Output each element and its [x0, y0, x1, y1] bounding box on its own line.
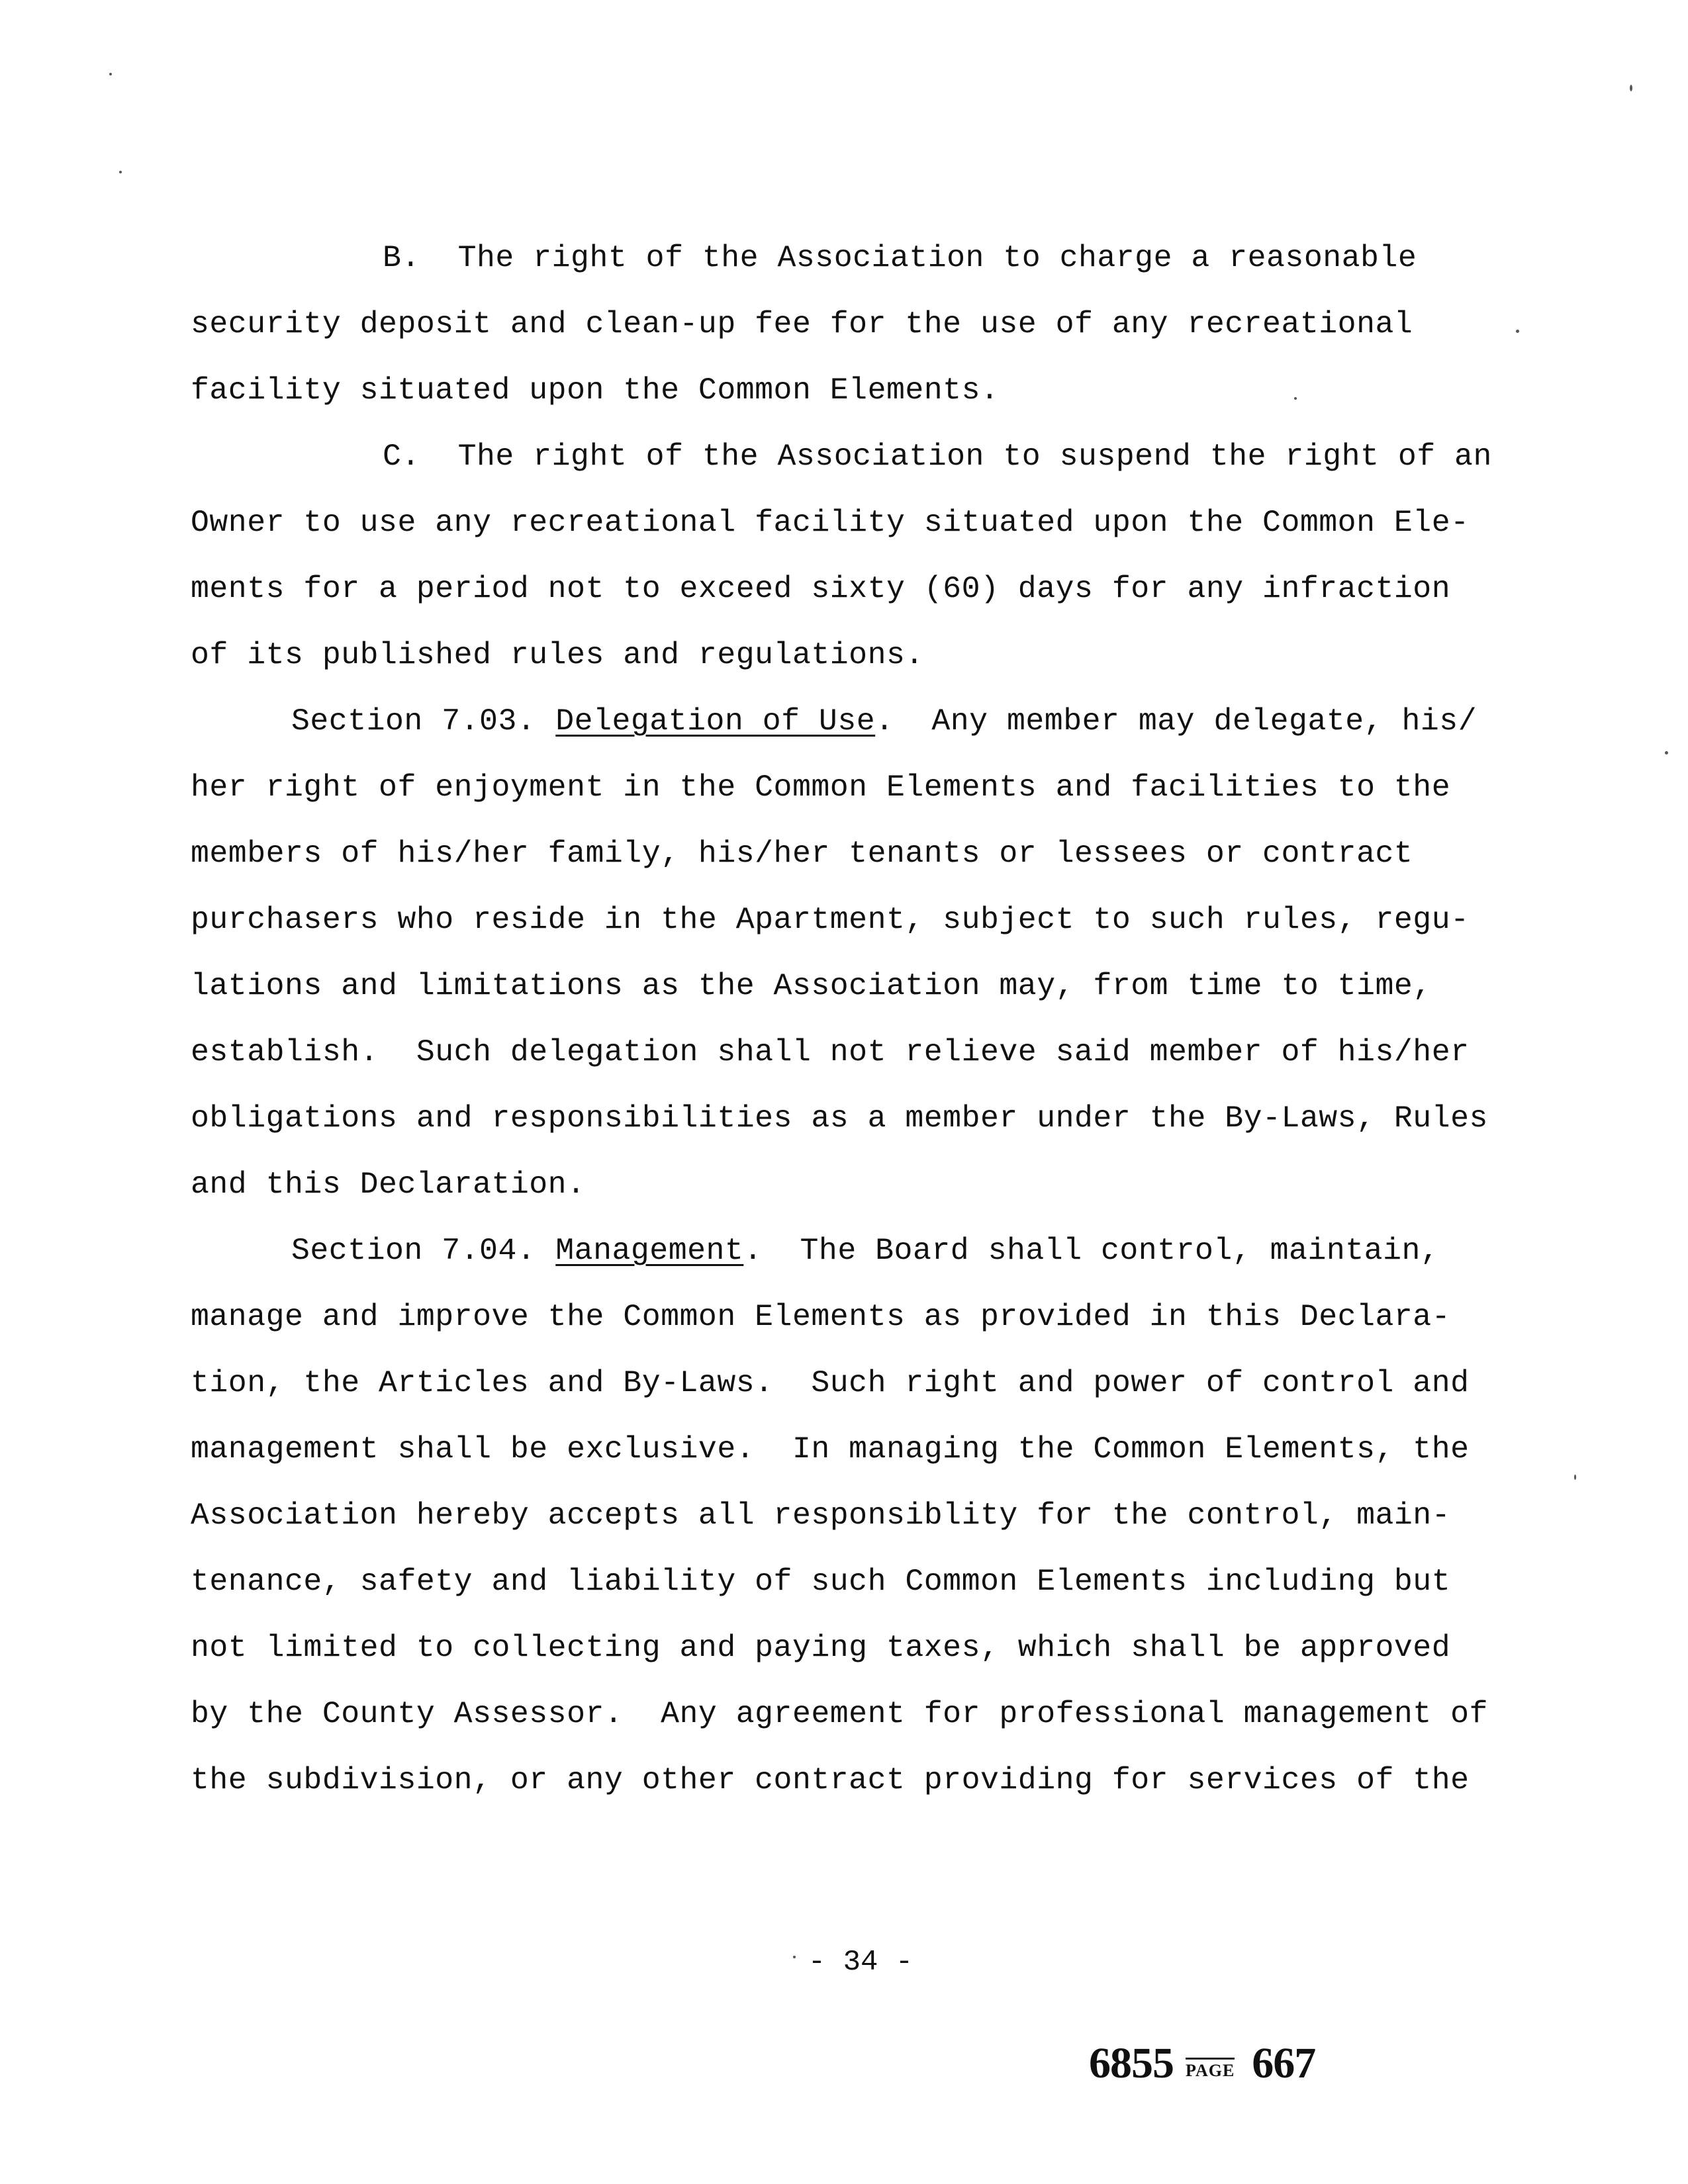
section-heading: Management: [555, 1233, 744, 1268]
item-c-line: of its published rules and regulations.: [191, 637, 924, 672]
scan-speck: [1630, 85, 1632, 91]
section-7-04-line: by the County Assessor. Any agreement for professional management of: [191, 1696, 1488, 1731]
item-c-line: C. The right of the Association to suspend the right of an: [383, 439, 1492, 474]
item-c-line: ments for a period not to exceed sixty (60) days for any infraction: [191, 571, 1451, 606]
section-first-line-text: . The Board shall control, maintain,: [743, 1233, 1440, 1268]
section-7-04: [191, 1218, 1568, 1813]
item-b-line: security deposit and clean-up fee for the use of any recreational: [191, 306, 1413, 341]
section-7-03-line: obligations and responsibilities as a member under the By-Laws, Rules: [191, 1101, 1488, 1136]
item-b-line: facility situated upon the Common Elements.: [191, 373, 1000, 408]
section-7-04-line: Association hereby accepts all responsiblity for the control, main-: [191, 1498, 1451, 1533]
section-7-03-line: and this Declaration.: [191, 1167, 586, 1202]
book-page-label: PAGE: [1186, 2058, 1235, 2081]
section-7-03-line: lations and limitations as the Association may, from time to time,: [191, 968, 1432, 1003]
section-number: Section 7.04.: [291, 1233, 536, 1268]
scan-speck: [119, 171, 122, 173]
section-7-04-line: tion, the Articles and By-Laws. Such right and power of control and: [191, 1365, 1470, 1400]
item-c: [191, 424, 1568, 688]
recording-book-reference: [1089, 2038, 1315, 2098]
section-7-04-line: manage and improve the Common Elements as provided in this Declara-: [191, 1299, 1451, 1334]
section-7-04-line: not limited to collecting and paying taxes, which shall be approved: [191, 1630, 1451, 1665]
page-number: - 34 -: [808, 1946, 914, 1979]
item-c-line: Owner to use any recreational facility situated upon the Common Ele-: [191, 505, 1470, 540]
section-first-line-text: . Any member may delegate, his/: [875, 704, 1477, 739]
section-7-03-first-line: [191, 688, 1568, 754]
scan-speck: [109, 73, 112, 75]
item-b: [191, 225, 1568, 424]
section-7-03-line: establish. Such delegation shall not relieve said member of his/her: [191, 1034, 1470, 1069]
item-b-line: B. The right of the Association to charge a reasonable: [383, 240, 1417, 275]
section-7-04-line: tenance, safety and liability of such Common Elements including but: [191, 1564, 1451, 1599]
section-7-03-line: her right of enjoyment in the Common Elements and facilities to the: [191, 770, 1451, 805]
section-7-04-first-line: [191, 1218, 1568, 1284]
section-number: Section 7.03.: [291, 704, 536, 739]
scan-speck: [1574, 1475, 1576, 1480]
section-7-03-line: purchasers who reside in the Apartment, subject to such rules, regu-: [191, 902, 1470, 937]
section-7-04-line: the subdivision, or any other contract providing for services of the: [191, 1762, 1470, 1797]
section-heading: Delegation of Use: [555, 704, 876, 739]
section-7-03-line: members of his/her family, his/her tenants or lessees or contract: [191, 836, 1413, 871]
section-7-04-line: management shall be exclusive. In managing the Common Elements, the: [191, 1432, 1470, 1467]
document-body: [191, 225, 1568, 1813]
section-7-03: [191, 688, 1568, 1218]
book-number: 6855: [1089, 2039, 1174, 2087]
scan-speck: [1665, 751, 1668, 754]
book-page-number: 667: [1252, 2039, 1316, 2087]
scan-speck: [793, 1956, 796, 1958]
scan-speck: [1294, 397, 1297, 400]
scan-speck: [1516, 330, 1519, 333]
